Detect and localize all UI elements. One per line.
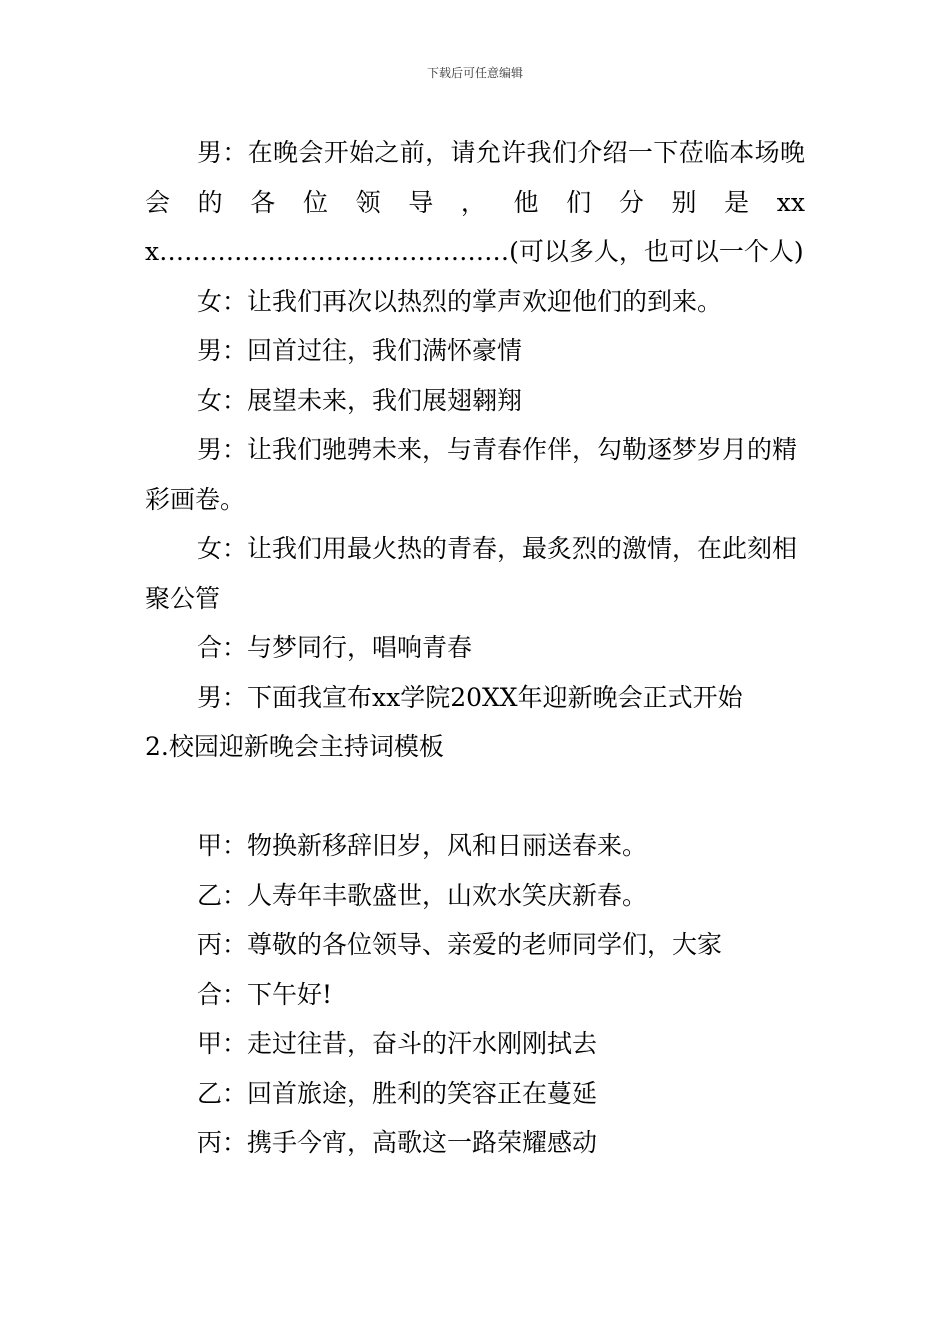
paragraph-announce-start: 男：下面我宣布xx学院20XX年迎新晚会正式开始 — [197, 682, 743, 712]
page-header: 下载后可任意编辑 — [426, 66, 523, 80]
paragraph-youth-passion: 女：让我们用最火热的青春，最炙烈的激情，在此刻相聚公管 — [145, 534, 798, 613]
paragraph-jia-2: 甲：走过往昔，奋斗的汗水刚刚拭去 — [197, 1029, 598, 1058]
paragraph-bing-2: 丙：携手今宵，高歌这一路荣耀感动 — [197, 1128, 598, 1157]
document-body — [145, 128, 805, 1168]
paragraph-yi-2: 乙：回首旅途，胜利的笑容正在蔓延 — [197, 1078, 598, 1108]
paragraph-he-1: 合：下午好! — [197, 979, 333, 1009]
paragraph-look-ahead: 女：展望未来，我们展翅翱翔 — [197, 385, 523, 415]
section-title: 2.校园迎新晚会主持词模板 — [145, 732, 444, 761]
paragraph-welcome-applause: 女：让我们再次以热烈的掌声欢迎他们的到来。 — [197, 286, 723, 316]
paragraph-dream-together: 合：与梦同行，唱响青春 — [197, 633, 473, 662]
paragraph-bing-1: 丙：尊敬的各位领导、亲爱的老师同学们，大家 — [197, 930, 723, 959]
paragraph-jia-1: 甲：物换新移辞旧岁，风和日丽送春来。 — [197, 831, 648, 860]
blank-line — [145, 772, 805, 822]
paragraph-intro-leaders: 男：在晚会开始之前，请允许我们介绍一下莅临本场晚会的各位领导，他们分别是xxx……………………………………(可以多人，也可以一个人) — [145, 138, 805, 266]
paragraph-yi-1: 乙：人寿年丰歌盛世，山欢水笑庆新春。 — [197, 880, 648, 910]
paragraph-gallop-future: 男：让我们驰骋未来，与青春作伴，勾勒逐梦岁月的精彩画卷。 — [145, 435, 798, 514]
paragraph-look-back: 男：回首过往，我们满怀豪情 — [197, 336, 523, 365]
